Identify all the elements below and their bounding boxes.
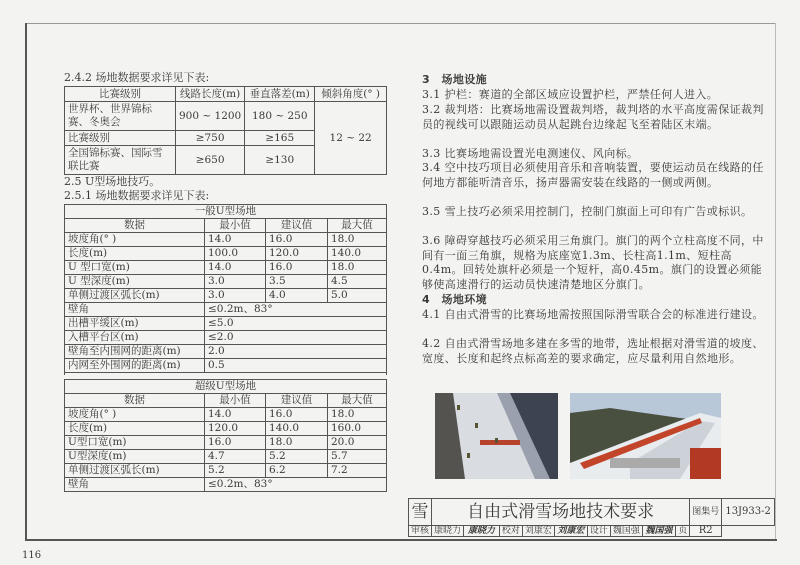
- general-u-pipe-table: [64, 204, 387, 375]
- paragraph-3-5: 3.5 雪上技巧必须采用控制门，控制门旗面上可印有广告或标识。: [422, 205, 753, 218]
- table-cell: 16.0: [205, 436, 266, 450]
- table-header-row: [65, 87, 387, 102]
- table-cell-angle: 12 ~ 22: [315, 102, 387, 175]
- table-row: [65, 408, 387, 422]
- section-2-5-heading: 2.5 U型场地技巧。: [64, 175, 161, 188]
- table-cell: 18.0: [328, 261, 387, 275]
- table-row: [65, 303, 387, 317]
- table-cell: 出槽平缓区(m): [65, 317, 205, 331]
- table-header: 比赛级别: [65, 87, 176, 102]
- paragraph-3-1: 3.1 护栏：赛道的全部区域应设置护栏，严禁任何人进入。: [422, 88, 719, 101]
- table-row: [65, 436, 387, 450]
- table-cell: U 型深度(m): [65, 275, 205, 289]
- table-row: [65, 102, 387, 131]
- table-cell: 5.7: [328, 450, 387, 464]
- reviewer-signature: 康晓力: [464, 526, 500, 537]
- table-cell: 单侧过渡区弧长(m): [65, 289, 205, 303]
- table-cell: ≤0.2m、83°: [205, 478, 387, 492]
- atlas-number: 13J933-2: [722, 499, 775, 526]
- table-header: 最大值: [328, 394, 387, 408]
- page-code: R2: [690, 526, 722, 537]
- table-cell: 0.5: [205, 359, 387, 373]
- table-header: 倾斜角度(° ): [315, 87, 387, 102]
- section-2-5-1-heading: 2.5.1 场地数据要求详见下表:: [64, 189, 210, 202]
- table-cell: U 型口宽(m): [65, 261, 205, 275]
- table-cell: 坡度角(° ): [65, 233, 205, 247]
- category-cell: 雪: [409, 499, 432, 526]
- table-cell: 5.2: [205, 464, 266, 478]
- table-cell: ≤5.0: [205, 317, 387, 331]
- table-cell: 内网至外围网的距离(m): [65, 359, 205, 373]
- paragraph-3-3: 3.3 比赛场地需设置光电测速仪、风向标。: [422, 147, 639, 160]
- table-cell: 16.0: [266, 261, 328, 275]
- paragraph-3-4: 3.4 空中技巧项目必须使用音乐和音响装置，要使运动员在线路的任何地方都能听清音乐，扬声器需安装在线路的一侧或两侧。: [422, 161, 764, 189]
- table-cell: 3.5: [266, 275, 328, 289]
- table-cell: ≥165: [245, 131, 315, 146]
- designer-signature: 魏国强: [642, 526, 675, 537]
- table-cell: 180 ~ 250: [245, 102, 315, 131]
- table-cell: U型深度(m): [65, 450, 205, 464]
- table-cell: 全国锦标赛、国际雪联比赛: [65, 146, 176, 175]
- review-label: 审核: [409, 526, 432, 537]
- table-row: [65, 233, 387, 247]
- table-cell: U型口宽(m): [65, 436, 205, 450]
- table-cell: 16.0: [266, 408, 328, 422]
- section-2-4-2-heading: 2.4.2 场地数据要求详见下表:: [64, 71, 210, 84]
- table-row: [65, 345, 387, 359]
- table-cell: 5.0: [328, 289, 387, 303]
- table-row: [65, 422, 387, 436]
- table-header: 垂直落差(m): [245, 87, 315, 102]
- table-header-row: [65, 219, 387, 233]
- table-header: 数据: [65, 219, 205, 233]
- table-cell: 14.0: [205, 233, 266, 247]
- table-cell: 6.2: [266, 464, 328, 478]
- table-cell: 18.0: [266, 436, 328, 450]
- table-header: 最小值: [205, 219, 266, 233]
- table-cell: 坡度角(° ): [65, 408, 205, 422]
- table-header: 数据: [65, 394, 205, 408]
- table-cell: 比赛级别: [65, 131, 176, 146]
- table-title: 一般U型场地: [65, 205, 387, 219]
- table-cell: 120.0: [266, 247, 328, 261]
- moguls-course-photo: [570, 393, 721, 479]
- table-header: 建议值: [266, 219, 328, 233]
- table-cell: 4.5: [328, 275, 387, 289]
- table-title: 超级U型场地: [65, 380, 387, 394]
- table-cell: ≥130: [245, 146, 315, 175]
- drawing-title-block: [408, 498, 775, 537]
- table-cell: 3.0: [205, 289, 266, 303]
- table-header-row: [65, 394, 387, 408]
- table-cell: ≤2.0: [205, 331, 387, 345]
- table-row: [65, 275, 387, 289]
- table-row: [65, 464, 387, 478]
- table-cell: ≥650: [176, 146, 245, 175]
- table-cell: 120.0: [205, 422, 266, 436]
- page-label: 页: [676, 526, 690, 537]
- reviewer-name: 康晓力: [432, 526, 464, 537]
- table-header: 建议值: [266, 394, 328, 408]
- table-cell: 单侧过渡区弧长(m): [65, 464, 205, 478]
- frame-left-border: [25, 23, 27, 540]
- table-row: [65, 247, 387, 261]
- table-cell: 4.7: [205, 450, 266, 464]
- section-3-heading: 3 场地设施: [422, 73, 488, 86]
- drawing-title: 自由式滑雪场地技术要求: [432, 499, 690, 526]
- table-row: [65, 450, 387, 464]
- table-cell: 4.0: [266, 289, 328, 303]
- table-header: 线路长度(m): [176, 87, 245, 102]
- checker-signature: 刘康宏: [554, 526, 587, 537]
- table-cell: 7.2: [328, 464, 387, 478]
- table-cell: 世界杯、世界锦标赛、冬奥会: [65, 102, 176, 131]
- designer-name: 魏国强: [610, 526, 642, 537]
- table-cell: 18.0: [328, 408, 387, 422]
- table-cell: 壁角: [65, 303, 205, 317]
- table-cell: 14.0: [205, 261, 266, 275]
- atlas-label: 图集号: [690, 499, 722, 526]
- table-cell: 2.0: [205, 345, 387, 359]
- table-cell: 入槽平台区(m): [65, 331, 205, 345]
- table-cell: 16.0: [266, 233, 328, 247]
- table-cell: 长度(m): [65, 247, 205, 261]
- table-row: [65, 478, 387, 492]
- paragraph-3-2: 3.2 裁判塔：比赛场地需设置裁判塔，裁判塔的水平高度需保证裁判员的视线可以跟随运动员从起跳台边缘起飞至着陆区末端。: [422, 103, 764, 131]
- checker-name: 刘康宏: [522, 526, 554, 537]
- table-row: [65, 289, 387, 303]
- table-cell: 壁角: [65, 478, 205, 492]
- table-cell: 14.0: [205, 408, 266, 422]
- table-cell: 100.0: [205, 247, 266, 261]
- table-header: 最小值: [205, 394, 266, 408]
- page-number: 116: [22, 550, 42, 561]
- table-cell: 160.0: [328, 422, 387, 436]
- paragraph-4-1: 4.1 自由式滑雪的比赛场地需按照国际滑雪联合会的标准进行建设。: [422, 308, 764, 321]
- table-cell: ≤0.2m、83°: [205, 303, 387, 317]
- table-cell: ≥750: [176, 131, 245, 146]
- frame-bottom-border: [25, 539, 777, 541]
- paragraph-3-6: 3.6 障碍穿越技巧必须采用三角旗门。旗门的两个立柱高度不同，中间有一面三角旗，规格为底座宽1.3m、长柱高1.1m、短柱高0.4m。回转处旗杆必须是一个短杆，高0.45m。旗门的设置必须能够使高速滑行的运动员快速清楚地区分旗门。: [422, 234, 764, 291]
- table-row: [65, 331, 387, 345]
- table-cell: 5.2: [266, 450, 328, 464]
- aerials-course-photo: [435, 393, 558, 479]
- super-u-pipe-table: [64, 379, 387, 492]
- table-cell: 长度(m): [65, 422, 205, 436]
- table-row: [65, 261, 387, 275]
- table-cell: 壁角至内围网的距离(m): [65, 345, 205, 359]
- table-cell: 140.0: [266, 422, 328, 436]
- table-cell: 18.0: [328, 233, 387, 247]
- table-row: [65, 359, 387, 373]
- table-row: [65, 317, 387, 331]
- competition-data-table: [64, 86, 387, 175]
- table-cell: 20.0: [328, 436, 387, 450]
- table-cell: 140.0: [328, 247, 387, 261]
- table-cell: 3.0: [205, 275, 266, 289]
- table-cell: 900 ~ 1200: [176, 102, 245, 131]
- table-header: 最大值: [328, 219, 387, 233]
- design-label: 设计: [587, 526, 610, 537]
- frame-right-border: [775, 23, 776, 540]
- paragraph-4-2: 4.2 自由式滑雪场地多建在多雪的地带，选址根据对滑雪道的坡度、宽度、长度和起终点标高差的要求确定，应尽量利用自然地形。: [422, 337, 764, 365]
- frame-top-border: [25, 23, 775, 24]
- check-label: 校对: [499, 526, 522, 537]
- section-4-heading: 4 场地环境: [422, 293, 488, 306]
